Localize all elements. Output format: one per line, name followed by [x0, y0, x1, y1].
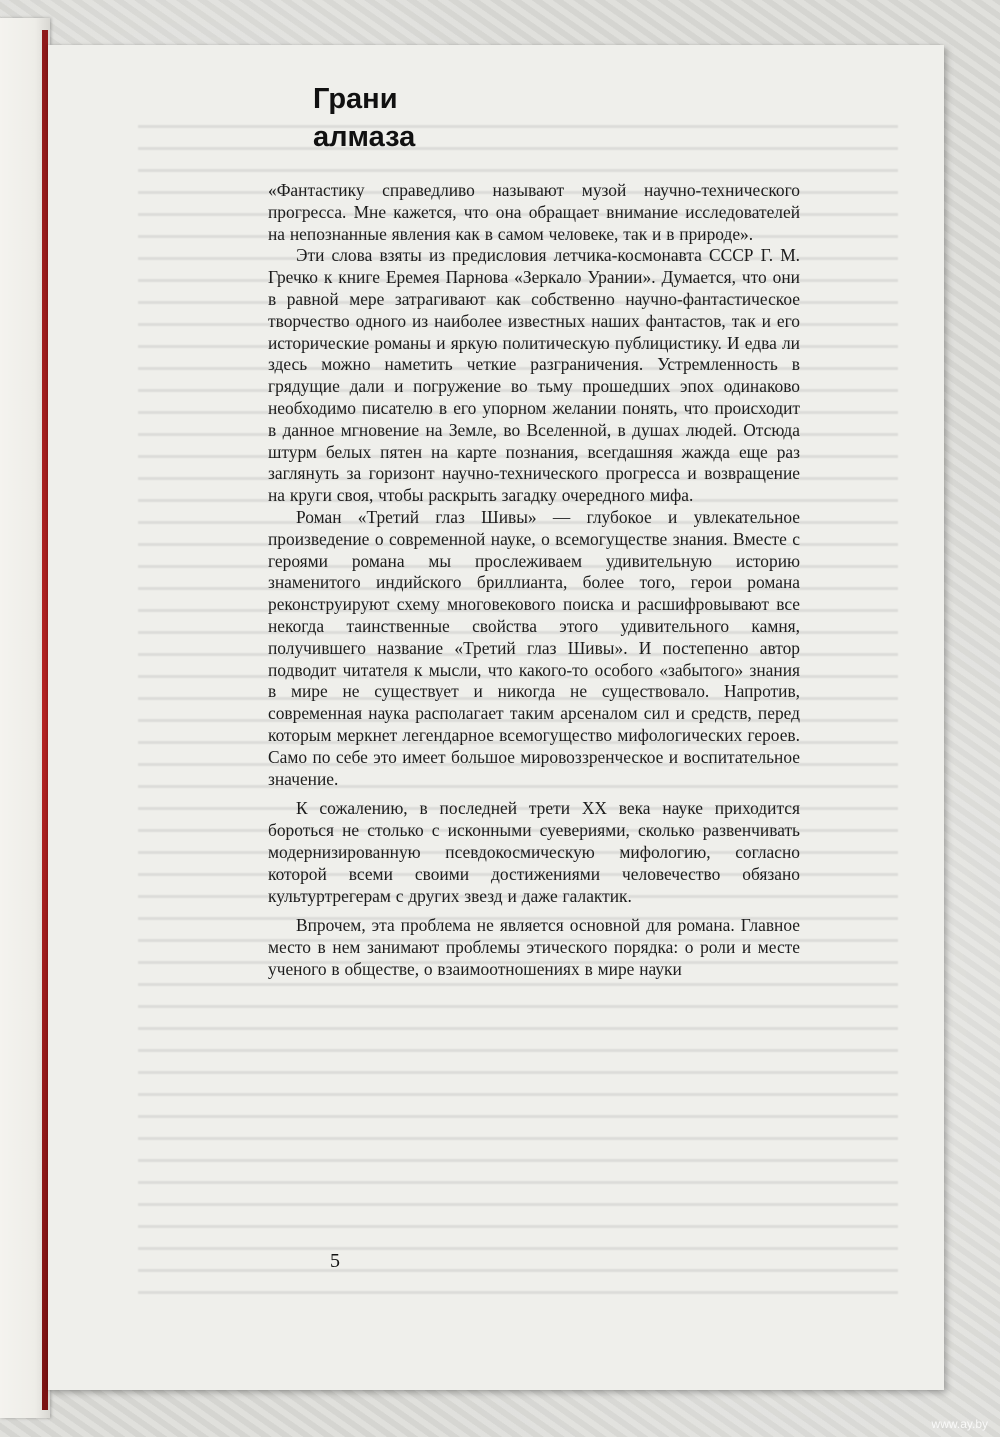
page-content [268, 80, 800, 981]
watermark: www.ay.by [931, 1417, 988, 1431]
page-number: 5 [330, 1250, 340, 1272]
paragraph-4: К сожалению, в последней трети XX века науке приходится бороться не столько с исконными суевериями, сколько развенчивать модернизированную псевдокосмическую мифологию, согласно которой всеми своими достижениями человечество обязано культуртрегерам с других звезд и даже галактик. [268, 798, 800, 906]
paragraph-1: «Фантастику справедливо называют музой научно-технического прогресса. Мне кажется, что она обращает внимание исследователей на непознанные явления как в самом человеке, так и в природе». [268, 180, 800, 244]
paragraph-3: Роман «Третий глаз Шивы» — глубокое и увлекательное произведение о современной науке, о всемогуществе знания. Вместе с героями романа мы прослеживаем удивительную историю знаменитого индийского бриллианта, более того, герои романа реконструируют схему многовекового поиска и расшифровывают все некогда таинственные свойства этого удивительного камня, получившего название «Третий глаз Шивы». И постепенно автор подводит читателя к мысли, что какого-то особого «забытого» знания в мире не существует и никогда не существовало. Напротив, современная наука располагает таким арсеналом сил и средств, перед которым меркнет легендарное всемогущество мифологических героев. Само по себе это имеет большое мировоззренческое и воспитательное значение. [268, 506, 800, 789]
paragraph-5: Впрочем, эта проблема не является основной для романа. Главное место в нем занимают проблемы этического порядка: о роли и месте ученого в обществе, о взаимоотношениях в мире науки [268, 915, 800, 979]
paragraph-2: Эти слова взяты из предисловия летчика-космонавта СССР Г. М. Гречко к книге Еремея Парнова «Зеркало Урании». Думается, что они в равной мере затрагивают как собственно научно-фантастическое творчество одного из наиболее известных наших фантастов, так и его исторические романы и яркую политическую публицистику. И едва ли здесь можно наметить четкие разграничения. Устремленность в грядущие дали и погружение во тьму прошедших эпох одинаково необходимо писателю в его упорном желании понять, что происходит в данное мгновение на Земле, во Вселенной, в душах людей. Отсюда штурм белых пятен на карте познания, всегдашняя жажда еще раз заглянуть за горизонт научно-технического прогресса и возвращение на круги своя, чтобы раскрыть загадку очередного мифа. [268, 245, 800, 506]
chapter-title: Грани алмаза [313, 83, 416, 153]
